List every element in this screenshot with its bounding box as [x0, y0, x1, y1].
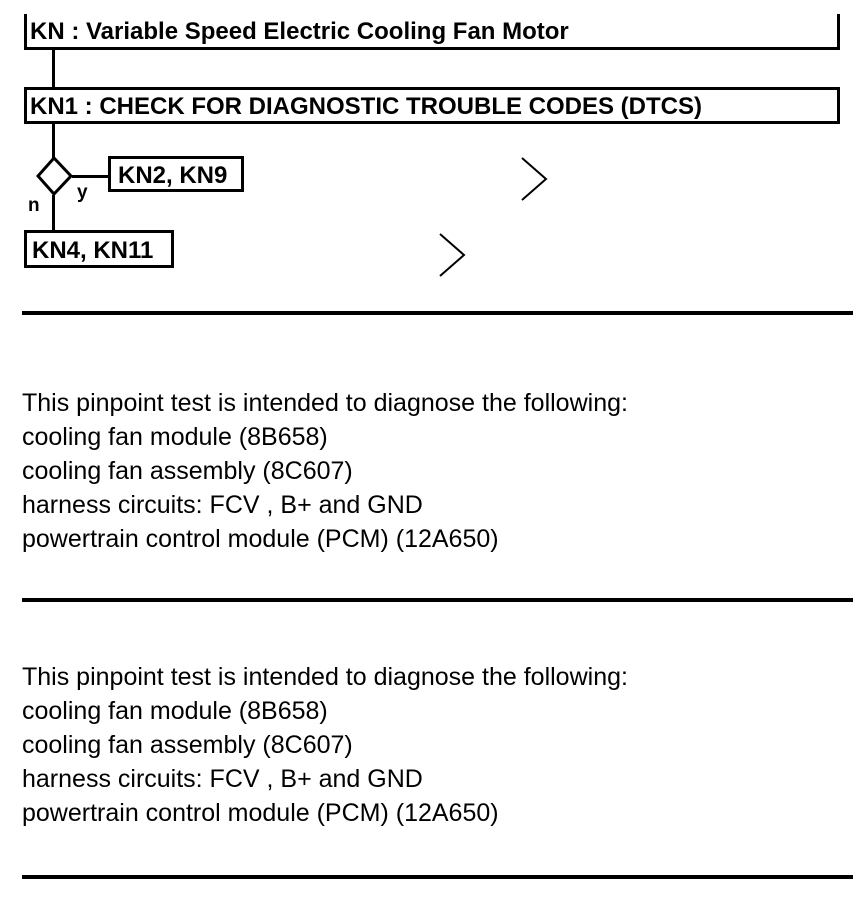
description-line: cooling fan assembly (8C607)	[22, 457, 353, 485]
yes-target-text: KN2, KN9	[118, 162, 228, 189]
description-line: cooling fan assembly (8C607)	[22, 731, 353, 759]
separator	[22, 311, 853, 315]
description-paragraph-2	[22, 660, 628, 830]
no-chevron-icon[interactable]	[436, 232, 470, 278]
no-target-text: KN4, KN11	[32, 237, 154, 264]
description-line: harness circuits: FCV , B+ and GND	[22, 765, 423, 793]
step-text: KN1 : CHECK FOR DIAGNOSTIC TROUBLE CODES (DTCS)	[30, 93, 702, 120]
yes-chevron-icon[interactable]	[518, 156, 552, 202]
connector-step-decision	[52, 124, 55, 158]
description-line: cooling fan module (8B658)	[22, 697, 328, 725]
description-line: powertrain control module (PCM) (12A650)	[22, 799, 499, 827]
step-box[interactable]	[24, 87, 840, 124]
description-paragraph-1	[22, 386, 628, 556]
decision-diamond-icon	[36, 156, 76, 198]
no-branch-line	[52, 195, 55, 233]
title-box	[24, 14, 840, 50]
yes-target-box[interactable]	[108, 156, 244, 192]
description-line: powertrain control module (PCM) (12A650)	[22, 525, 499, 553]
description-line: cooling fan module (8B658)	[22, 423, 328, 451]
connector-title-step	[52, 50, 55, 88]
yes-branch-line	[72, 175, 110, 178]
description-line: This pinpoint test is intended to diagnose the following:	[22, 389, 628, 417]
description-line: This pinpoint test is intended to diagnose the following:	[22, 663, 628, 691]
description-line: harness circuits: FCV , B+ and GND	[22, 491, 423, 519]
yes-label: y	[77, 182, 88, 203]
title-text: KN : Variable Speed Electric Cooling Fan Motor	[30, 18, 569, 45]
no-label: n	[28, 195, 40, 216]
separator	[22, 875, 853, 879]
no-target-box[interactable]	[24, 230, 174, 268]
separator	[22, 598, 853, 602]
